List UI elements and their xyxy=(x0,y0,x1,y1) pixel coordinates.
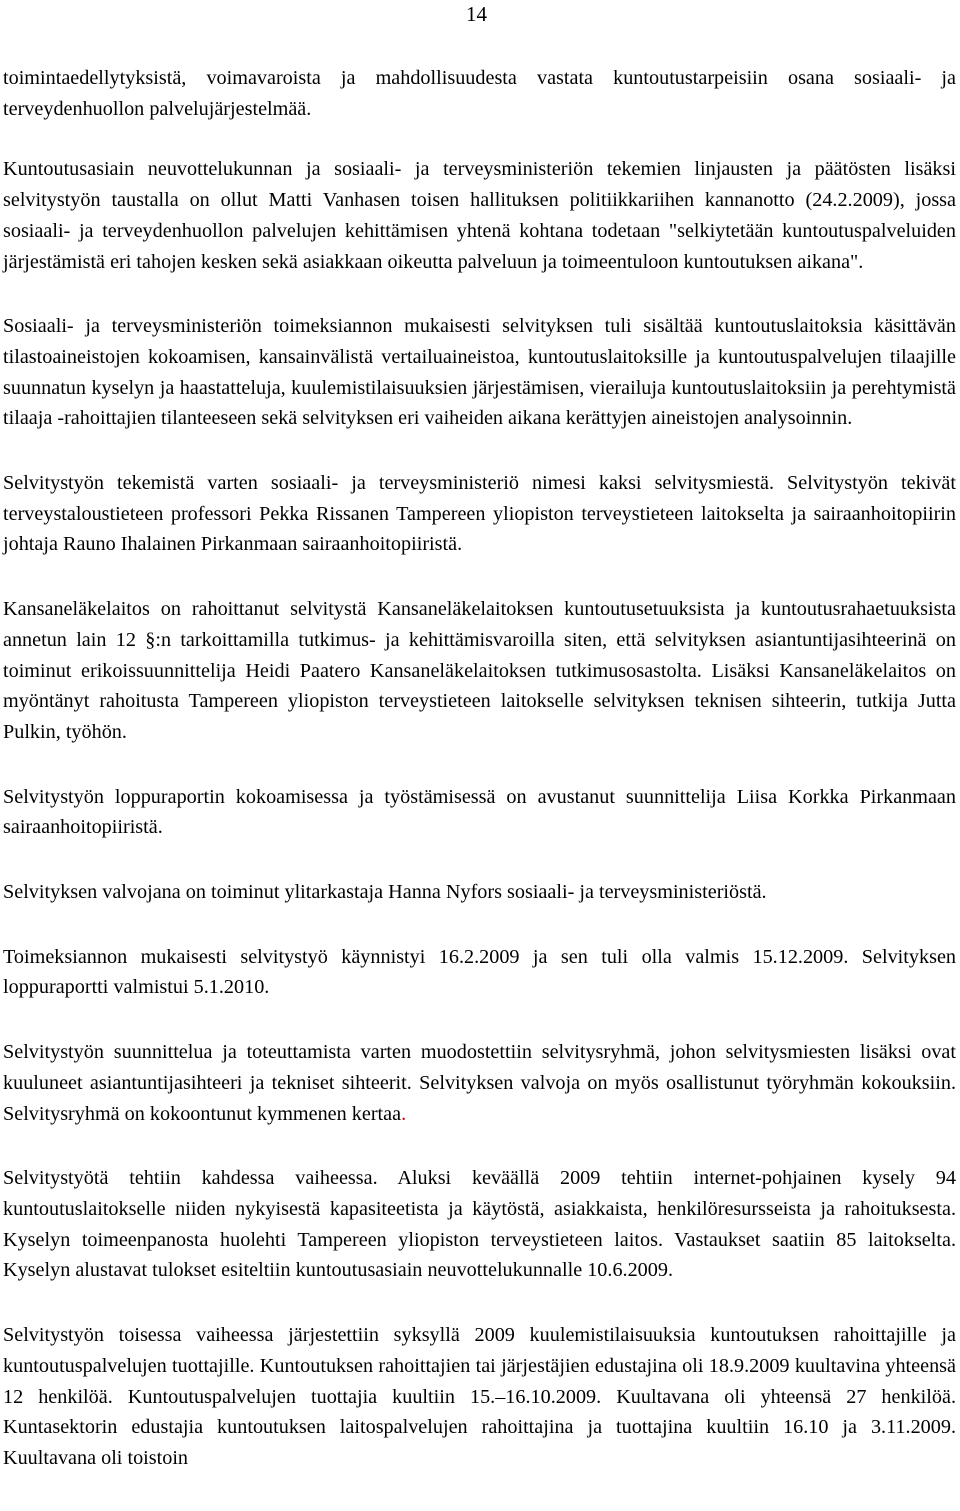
paragraph-11: Selvitystyön toisessa vaiheessa järjestettiin syksyllä 2009 kuulemistilaisuuksia kuntoutuksen rahoittajille ja kuntoutuspalvelujen tuottajille. Kuntoutuksen rahoittajien tai järjestäjien edustajina oli 18.9.2009 kuultavina yhteensä 12 henkilöä. Kuntoutuspalvelujen tuottajia kuultiin 15.–16.10.2009. Kuultavana oli yhteensä 27 henkilöä. Kuntasektorin edustajia kuntoutuksen laitospalvelujen rahoittajina ja tuottajina kuultiin 16.10 ja 3.11.2009. Kuultavana oli toistoin xyxy=(3,1324,956,1469)
paragraph-10: Selvitystyötä tehtiin kahdessa vaiheessa. Aluksi keväällä 2009 tehtiin internet-pohjainen kysely 94 kuntoutuslaitokselle niiden nykyisestä kapasiteetista ja käytöstä, asiakkaista, henkilöresursseista ja rahoituksesta. Kyselyn toimeenpanosta huolehti Tampereen yliopiston terveystieteen laitos. Vastaukset saatiin 85 laitokselta. Kyselyn alustavat tulokset esiteltiin kuntoutusasiain neuvottelukunnalle 10.6.2009. xyxy=(3,1167,956,1282)
paragraph-9 xyxy=(3,1037,956,1129)
paragraph-3: Sosiaali- ja terveysministeriön toimeksiannon mukaisesti selvityksen tuli sisältää kuntoutuslaitoksia käsittävän tilastoaineistojen kokoamisen, kansainvälistä vertailuaineistoa, kuntoutuslaitoksille ja kuntoutuspalvelujen tilaajille suunnatun kyselyn ja haastatteluja, kuulemistilaisuuksien järjestämisen, vierailuja kuntoutuslaitoksiin ja perehtymistä tilaaja -rahoittajien tilanteeseen sekä selvityksen eri vaiheiden aikana kerättyjen aineistojen analysoinnin. xyxy=(3,315,956,430)
page-number: 14 xyxy=(466,2,487,26)
document-body xyxy=(3,63,956,1508)
paragraph-1: toimintaedellytyksistä, voimavaroista ja mahdollisuudesta vastata kuntoutustarpeisiin osana sosiaali- ja terveydenhuollon palvelujärjestelmää. xyxy=(3,67,956,120)
paragraph-7: Selvityksen valvojana on toiminut ylitarkastaja Hanna Nyfors sosiaali- ja terveysministeriöstä. xyxy=(3,881,767,904)
paragraph-6: Selvitystyön loppuraportin kokoamisessa ja työstämisessä on avustanut suunnittelija Liisa Korkka Pirkanmaan sairaanhoitopiiristä. xyxy=(3,785,956,839)
paragraph-2: Kuntoutusasiain neuvottelukunnan ja sosiaali- ja terveysministeriön tekemien linjausten ja päätösten lisäksi selvitystyön taustalla on ollut Matti Vanhasen toisen hallituksen politiikkariihen kannanotto (24.2.2009), jossa sosiaali- ja terveydenhuollon palvelujen kehittämisen yhtenä kohtana todetaan "selkiytetään kuntoutuspalveluiden järjestämistä eri tahojen kesken sekä asiakkaan oikeutta palveluun ja toimeentuloon kuntoutuksen aikana". xyxy=(3,158,956,273)
red-period: . xyxy=(401,1102,407,1125)
paragraph-9-text: Selvitystyön suunnittelua ja toteuttamista varten muodostettiin selvitysryhmä, johon selvitysmiesten lisäksi ovat kuuluneet asiantuntijasihteeri ja tekniset sihteerit. Selvityksen valvoja on myös osallistunut työryhmän kokouksiin. Selvitysryhmä on kokoontunut kymmenen kertaa xyxy=(3,1041,956,1125)
paragraph-4: Selvitystyön tekemistä varten sosiaali- ja terveysministeriö nimesi kaksi selvitysmiestä. Selvitystyön tekivät terveystaloustieteen professori Pekka Rissanen Tampereen yliopiston terveystieteen laitokselta ja sairaanhoitopiirin johtaja Rauno Ihalainen Pirkanmaan sairaanhoitopiiristä. xyxy=(3,472,956,556)
paragraph-8: Toimeksiannon mukaisesti selvitystyö käynnistyi 16.2.2009 ja sen tuli olla valmis 15.12.2009. Selvityksen loppuraportti valmistui 5.1.2010. xyxy=(3,945,956,999)
paragraph-5: Kansaneläkelaitos on rahoittanut selvitystä Kansaneläkelaitoksen kuntoutusetuuksista ja kuntoutusrahaetuuksista annetun lain 12 §:n tarkoittamilla tutkimus- ja kehittämisvaroilla siten, että selvityksen asiantuntijasihteerinä on toiminut erikoissuunnittelija Heidi Paatero Kansaneläkelaitoksen tutkimusosastolta. Lisäksi Kansaneläkelaitos on myöntänyt rahoitusta Tampereen yliopiston terveystieteen laitokselle selvityksen teknisen sihteerin, tutkija Jutta Pulkin, työhön. xyxy=(3,598,956,743)
